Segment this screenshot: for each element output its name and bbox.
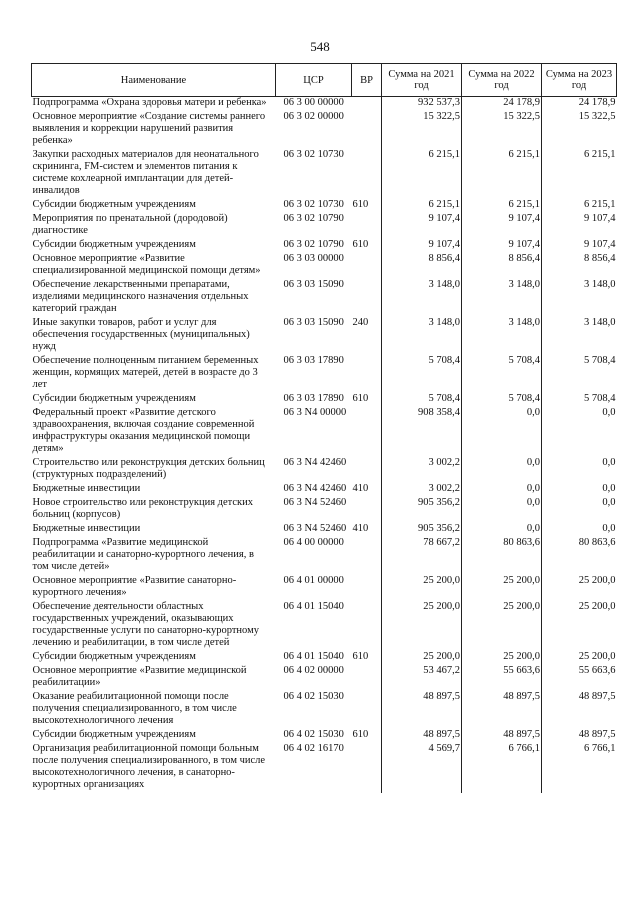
table-row [32, 523, 617, 537]
cell-vr [352, 97, 382, 112]
cell-vr [352, 111, 382, 149]
cell-csr: 06 3 00 00000 [283, 97, 344, 108]
cell-sum-2022: 48 897,5 [462, 691, 542, 729]
cell-vr: 410 [352, 523, 369, 534]
cell-sum-2021: 3 002,2 [382, 457, 462, 483]
cell-sum-2023: 0,0 [542, 407, 617, 457]
cell-csr: 06 4 02 00000 [283, 665, 344, 676]
cell-vr [352, 457, 382, 483]
cell-sum-2022: 25 200,0 [462, 601, 542, 651]
cell-sum-2021: 25 200,0 [382, 651, 462, 665]
table-row [32, 665, 617, 691]
table-row [32, 691, 617, 729]
cell-csr: 06 3 N4 52460 [283, 497, 347, 508]
cell-sum-2022: 0,0 [462, 497, 542, 523]
cell-name: Закупки расходных материалов для неонатального скрининга, FM-систем и элементов питания к системе кохлеарной имплантации для детей-инвалидов [32, 149, 259, 196]
cell-vr: 610 [352, 729, 369, 740]
cell-csr: 06 3 03 17890 [283, 355, 344, 366]
cell-sum-2022: 15 322,5 [462, 111, 542, 149]
cell-sum-2021: 3 148,0 [382, 279, 462, 317]
cell-sum-2021: 48 897,5 [382, 691, 462, 729]
header-sum-2021: Сумма на 2021 год [382, 64, 462, 97]
cell-sum-2023: 9 107,4 [542, 239, 617, 253]
header-csr: ЦСР [276, 64, 352, 97]
cell-sum-2021: 25 200,0 [382, 575, 462, 601]
table-row [32, 457, 617, 483]
cell-sum-2023: 6 215,1 [542, 199, 617, 213]
cell-name: Основное мероприятие «Создание системы раннего выявления и коррекции нарушений развития ребенка» [32, 111, 266, 146]
cell-csr: 06 4 02 15030 [283, 729, 344, 740]
cell-sum-2022: 6 215,1 [462, 149, 542, 199]
table-row [32, 317, 617, 355]
cell-vr: 410 [352, 483, 369, 494]
cell-sum-2021: 53 467,2 [382, 665, 462, 691]
cell-vr: 610 [352, 651, 369, 662]
cell-name: Обеспечение деятельности областных государственных учреждений, оказывающих государственные услуги по санаторно-курортному лечению и реабилитации, в том числе детей [32, 601, 259, 648]
cell-name: Бюджетные инвестиции [32, 483, 141, 494]
cell-name: Мероприятия по пренатальной (дородовой) диагностике [32, 213, 228, 236]
cell-vr [352, 253, 382, 279]
cell-name: Строительство или реконструкция детских больниц (структурных подразделений) [32, 457, 265, 480]
cell-csr: 06 3 02 00000 [283, 111, 344, 122]
cell-name: Подпрограмма «Развитие медицинской реабилитации и санаторно-курортного лечения, в том числе детей» [32, 537, 254, 572]
cell-sum-2023: 0,0 [542, 457, 617, 483]
cell-vr [352, 743, 382, 793]
cell-sum-2021: 905 356,2 [382, 497, 462, 523]
cell-sum-2021: 5 708,4 [382, 355, 462, 393]
cell-csr: 06 4 01 15040 [283, 601, 344, 612]
cell-vr: 240 [352, 317, 369, 328]
cell-sum-2023: 0,0 [542, 497, 617, 523]
table-row [32, 601, 617, 651]
cell-csr: 06 3 02 10790 [283, 239, 344, 250]
cell-name: Федеральный проект «Развитие детского здравоохранения, включая создание современной инфраструктуры оказания медицинской помощи детям» [32, 407, 255, 454]
cell-name: Основное мероприятие «Развитие специализированной медицинской помощи детям» [32, 253, 261, 276]
cell-vr [352, 665, 382, 691]
cell-sum-2021: 908 358,4 [382, 407, 462, 457]
cell-sum-2022: 3 148,0 [462, 279, 542, 317]
cell-vr [352, 537, 382, 575]
cell-sum-2022: 0,0 [462, 457, 542, 483]
cell-name: Субсидии бюджетным учреждениям [32, 651, 196, 662]
cell-sum-2021: 905 356,2 [382, 523, 462, 537]
cell-sum-2022: 55 663,6 [462, 665, 542, 691]
cell-vr: 610 [352, 199, 369, 210]
cell-sum-2021: 9 107,4 [382, 213, 462, 239]
cell-csr: 06 4 01 00000 [283, 575, 344, 586]
cell-csr: 06 3 03 00000 [283, 253, 344, 264]
cell-csr: 06 3 03 15090 [283, 279, 344, 290]
cell-vr: 610 [352, 393, 369, 404]
table-header-row [32, 64, 617, 97]
cell-sum-2023: 0,0 [542, 483, 617, 497]
cell-vr [352, 213, 382, 239]
header-name: Наименование [32, 64, 276, 97]
cell-name: Новое строительство или реконструкция детских больниц (корпусов) [32, 497, 253, 520]
cell-sum-2023: 25 200,0 [542, 575, 617, 601]
cell-sum-2022: 8 856,4 [462, 253, 542, 279]
cell-sum-2023: 5 708,4 [542, 393, 617, 407]
cell-sum-2022: 6 215,1 [462, 199, 542, 213]
table-row [32, 279, 617, 317]
cell-name: Основное мероприятие «Развитие медицинской реабилитации» [32, 665, 247, 688]
cell-sum-2022: 25 200,0 [462, 651, 542, 665]
cell-name: Субсидии бюджетным учреждениям [32, 393, 196, 404]
cell-sum-2022: 5 708,4 [462, 393, 542, 407]
cell-csr: 06 4 02 15030 [283, 691, 344, 702]
cell-vr [352, 497, 382, 523]
cell-csr: 06 3 02 10730 [283, 199, 344, 210]
header-sum-2023: Сумма на 2023 год [542, 64, 617, 97]
cell-sum-2022: 0,0 [462, 407, 542, 457]
cell-sum-2021: 6 215,1 [382, 149, 462, 199]
cell-vr [352, 601, 382, 651]
cell-sum-2023: 25 200,0 [542, 651, 617, 665]
cell-name: Субсидии бюджетным учреждениям [32, 199, 196, 210]
cell-name: Основное мероприятие «Развитие санаторно-курортного лечения» [32, 575, 237, 598]
table-row [32, 111, 617, 149]
cell-sum-2021: 3 148,0 [382, 317, 462, 355]
cell-vr [352, 355, 382, 393]
cell-sum-2023: 3 148,0 [542, 279, 617, 317]
cell-sum-2023: 9 107,4 [542, 213, 617, 239]
cell-sum-2021: 6 215,1 [382, 199, 462, 213]
cell-sum-2023: 55 663,6 [542, 665, 617, 691]
cell-sum-2022: 80 863,6 [462, 537, 542, 575]
cell-sum-2022: 48 897,5 [462, 729, 542, 743]
page-number: 548 [310, 39, 330, 54]
cell-name: Бюджетные инвестиции [32, 523, 141, 534]
table-row [32, 483, 617, 497]
cell-sum-2022: 0,0 [462, 523, 542, 537]
cell-sum-2021: 3 002,2 [382, 483, 462, 497]
cell-vr [352, 575, 382, 601]
table-row [32, 393, 617, 407]
table-row [32, 253, 617, 279]
cell-sum-2022: 9 107,4 [462, 239, 542, 253]
cell-csr: 06 3 N4 00000 [283, 407, 347, 418]
cell-vr [352, 691, 382, 729]
table-row [32, 199, 617, 213]
cell-sum-2023: 25 200,0 [542, 601, 617, 651]
cell-sum-2023: 6 766,1 [542, 743, 617, 793]
cell-sum-2022: 6 766,1 [462, 743, 542, 793]
cell-csr: 06 3 N4 42460 [283, 483, 347, 494]
cell-csr: 06 3 03 15090 [283, 317, 344, 328]
cell-csr: 06 3 N4 52460 [283, 523, 347, 534]
cell-name: Обеспечение полноценным питанием беременных женщин, кормящих матерей, детей в возрасте до 3 лет [32, 355, 259, 390]
cell-sum-2021: 9 107,4 [382, 239, 462, 253]
table-row [32, 651, 617, 665]
cell-sum-2021: 15 322,5 [382, 111, 462, 149]
cell-sum-2023: 24 178,9 [542, 97, 617, 112]
cell-sum-2023: 8 856,4 [542, 253, 617, 279]
cell-sum-2021: 4 569,7 [382, 743, 462, 793]
table-row [32, 575, 617, 601]
cell-sum-2022: 3 148,0 [462, 317, 542, 355]
cell-name: Оказание реабилитационной помощи после получения специализированного, в том числе высокотехнологичного лечения [32, 691, 237, 726]
table-row [32, 355, 617, 393]
table-body [32, 97, 617, 794]
cell-sum-2023: 5 708,4 [542, 355, 617, 393]
table-row [32, 537, 617, 575]
cell-sum-2021: 48 897,5 [382, 729, 462, 743]
cell-sum-2023: 0,0 [542, 523, 617, 537]
cell-sum-2021: 932 537,3 [382, 97, 462, 112]
cell-name: Организация реабилитационной помощи больным после получения специализированного, в том числе высокотехнологичного лечения, в санаторно-курортных организациях [32, 743, 266, 790]
header-vr: ВР [352, 64, 382, 97]
cell-csr: 06 3 03 17890 [283, 393, 344, 404]
cell-csr: 06 3 02 10730 [283, 149, 344, 160]
cell-name: Подпрограмма «Охрана здоровья матери и ребенка» [32, 97, 267, 108]
table-row [32, 407, 617, 457]
cell-sum-2022: 0,0 [462, 483, 542, 497]
cell-sum-2023: 48 897,5 [542, 691, 617, 729]
table-row [32, 213, 617, 239]
cell-sum-2023: 80 863,6 [542, 537, 617, 575]
cell-csr: 06 4 01 15040 [283, 651, 344, 662]
table-row [32, 743, 617, 793]
cell-sum-2023: 48 897,5 [542, 729, 617, 743]
cell-csr: 06 3 N4 42460 [283, 457, 347, 468]
cell-sum-2022: 9 107,4 [462, 213, 542, 239]
table-row [32, 239, 617, 253]
cell-sum-2022: 24 178,9 [462, 97, 542, 112]
cell-name: Субсидии бюджетным учреждениям [32, 729, 196, 740]
cell-sum-2021: 8 856,4 [382, 253, 462, 279]
table-row [32, 497, 617, 523]
cell-sum-2021: 78 667,2 [382, 537, 462, 575]
cell-csr: 06 3 02 10790 [283, 213, 344, 224]
cell-name: Иные закупки товаров, работ и услуг для обеспечения государственных (муниципальных) нужд [32, 317, 250, 352]
cell-sum-2021: 5 708,4 [382, 393, 462, 407]
cell-vr [352, 279, 382, 317]
cell-name: Обеспечение лекарственными препаратами, изделиями медицинского назначения отдельных категорий граждан [32, 279, 249, 314]
table-row [32, 729, 617, 743]
cell-vr [352, 407, 382, 457]
cell-name: Субсидии бюджетным учреждениям [32, 239, 196, 250]
cell-sum-2023: 3 148,0 [542, 317, 617, 355]
cell-sum-2021: 25 200,0 [382, 601, 462, 651]
cell-vr [352, 149, 382, 199]
cell-sum-2023: 6 215,1 [542, 149, 617, 199]
header-sum-2022: Сумма на 2022 год [462, 64, 542, 97]
table-row [32, 97, 617, 112]
cell-sum-2023: 15 322,5 [542, 111, 617, 149]
cell-vr: 610 [352, 239, 369, 250]
cell-sum-2022: 5 708,4 [462, 355, 542, 393]
cell-sum-2022: 25 200,0 [462, 575, 542, 601]
table-row [32, 149, 617, 199]
cell-csr: 06 4 00 00000 [283, 537, 344, 548]
budget-table [31, 63, 617, 793]
cell-csr: 06 4 02 16170 [283, 743, 344, 754]
